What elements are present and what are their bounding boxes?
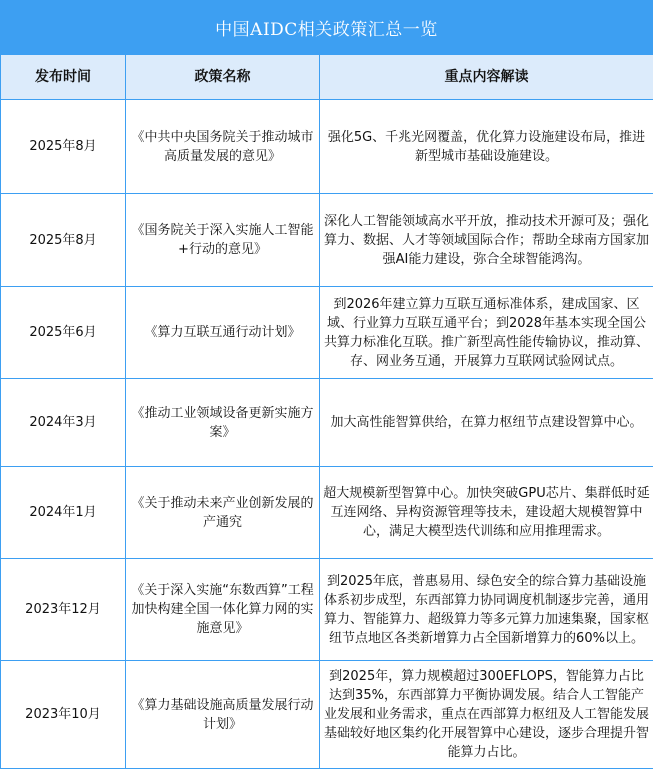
table-row bbox=[1, 194, 653, 287]
cell-policy-name: 《推动工业领域设备更新实施方案》 bbox=[126, 379, 320, 467]
table-row bbox=[1, 287, 653, 379]
cell-policy-name: 《关于深入实施“东数西算”工程加快构建全国一体化算力网的实施意见》 bbox=[126, 559, 320, 661]
cell-content: 到2025年，算力规模超过300EFLOPS，智能算力占比达到35%，东西部算力平衡协调发展。结合人工智能产业发展和业务需求，重点在西部算力枢纽及人工智能发展基础较好地区集约化开展智算中心建设，逐步合理提升智能算力占比。 bbox=[320, 661, 653, 769]
cell-date: 2025年8月 bbox=[1, 194, 126, 287]
cell-policy-name: 《算力基础设施高质量发展行动计划》 bbox=[126, 661, 320, 769]
cell-date: 2023年10月 bbox=[1, 661, 126, 769]
header-content: 重点内容解读 bbox=[320, 55, 653, 100]
header-date: 发布时间 bbox=[1, 55, 126, 100]
cell-date: 2025年8月 bbox=[1, 100, 126, 194]
table-row bbox=[1, 467, 653, 559]
cell-content: 到2026年建立算力互联互通标准体系，建成国家、区域、行业算力互联互通平台；到2028年基本实现全国公共算力标准化互联。推广新型高性能传输协议，推动算、存、网业务互通，开展算力互联网试验网试点。 bbox=[320, 287, 653, 379]
table-row bbox=[1, 100, 653, 194]
cell-policy-name: 《国务院关于深入实施人工智能+行动的意见》 bbox=[126, 194, 320, 287]
table-title: 中国AIDC相关政策汇总一览 bbox=[0, 0, 653, 54]
cell-date: 2023年12月 bbox=[1, 559, 126, 661]
cell-content: 超大规模新型智算中心。加快突破GPU芯片、集群低时延互连网络、异构资源管理等技未，建设超大规模智算中心，满足大模型迭代训练和应用推理需求。 bbox=[320, 467, 653, 559]
cell-date: 2024年1月 bbox=[1, 467, 126, 559]
policy-table bbox=[0, 54, 653, 769]
table-row bbox=[1, 559, 653, 661]
cell-content: 深化人工智能领域高水平开放，推动技术开源可及；强化算力、数据、人才等领域国际合作；帮助全球南方国家加强AI能力建设，弥合全球智能鸿沟。 bbox=[320, 194, 653, 287]
header-row bbox=[1, 55, 653, 100]
cell-policy-name: 《算力互联互通行动计划》 bbox=[126, 287, 320, 379]
cell-date: 2025年6月 bbox=[1, 287, 126, 379]
cell-content: 到2025年底，普惠易用、绿色安全的综合算力基础设施体系初步成型，东西部算力协同调度机制逐步完善，通用算力、智能算力、超级算力等多元算力加速集聚，国家枢纽节点地区各类新增算力占全国新增算力的60%以上。 bbox=[320, 559, 653, 661]
cell-content: 加大高性能智算供给，在算力枢纽节点建设智算中心。 bbox=[320, 379, 653, 467]
header-policy-name: 政策名称 bbox=[126, 55, 320, 100]
cell-content: 强化5G、千兆光网覆盖，优化算力设施建设布局，推进新型城市基础设施建设。 bbox=[320, 100, 653, 194]
cell-date: 2024年3月 bbox=[1, 379, 126, 467]
cell-policy-name: 《中共中央国务院关于推动城市高质量发展的意见》 bbox=[126, 100, 320, 194]
cell-policy-name: 《关于推动未来产业创新发展的产通究 bbox=[126, 467, 320, 559]
table-row bbox=[1, 661, 653, 769]
table-row bbox=[1, 379, 653, 467]
